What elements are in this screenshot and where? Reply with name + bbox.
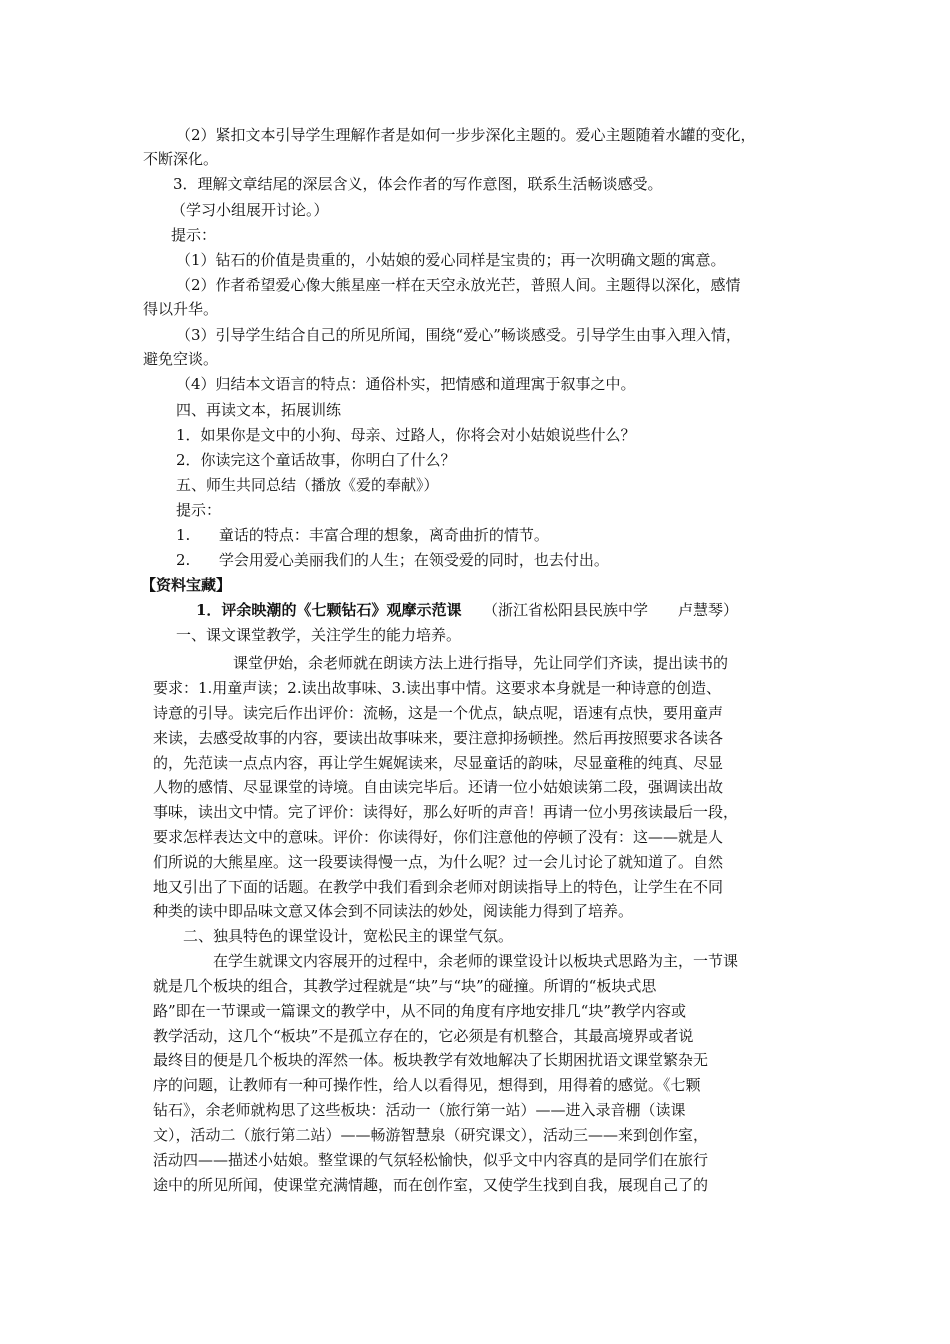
text-line: （1）钻石的价值是贵重的，小姑娘的爱心同样是宝贵的；再一次明确文题的寓意。 — [176, 251, 726, 269]
text-line: 1．如果你是文中的小狗、母亲、过路人，你将会对小姑娘说些什么？ — [176, 426, 636, 444]
text-line: 们所说的大熊星座。这一段要读得慢一点，为什么呢？过一会儿讨论了就知道了。自然 — [153, 853, 724, 871]
text-line: 教学活动，这几个“板块”不是孤立存在的，它必须是有机整合，其最高境界或者说 — [153, 1027, 694, 1045]
text-line: （2）紧扣文本引导学生理解作者是如何一步步深化主题的。爱心主题随着水罐的变化， — [176, 126, 756, 144]
text-line: 序的问题，让教师有一种可操作性，给人以看得见，想得到，用得着的感觉。《七颗 — [153, 1076, 701, 1094]
text-line: 事味，读出文中情。完了评价：读得好，那么好听的声音！再请一位小男孩读最后一段， — [153, 803, 739, 821]
resource-heading: 【资料宝藏】 — [141, 576, 232, 594]
text-line: （4）归结本文语言的特点：通俗朴实，把情感和道理寓于叙事之中。 — [176, 375, 636, 393]
section-heading: 四、再读文本，拓展训练 — [176, 401, 342, 419]
article-author: （浙江省松阳县民族中学 卢慧琴） — [483, 601, 739, 619]
text-line: 提示： — [176, 501, 222, 519]
list-item: 1. 童话的特点：丰富合理的想象，离奇曲折的情节。 — [176, 526, 549, 544]
text-line: 避免空谈。 — [143, 350, 219, 368]
text-line: 地又引出了下面的话题。在教学中我们看到余老师对朗读指导上的特色，让学生在不同 — [153, 878, 724, 896]
text-line: 来读，去感受故事的内容，要读出故事味来，要注意抑扬顿挫。然后再按照要求各读各 — [153, 729, 724, 747]
text-line: 途中的所见所闻，使课堂充满情趣，而在创作室，又使学生找到自我，展现自己了的 — [153, 1176, 709, 1194]
text-line: 路”即在一节课或一篇课文的教学中，从不同的角度有序地安排几“块”教学内容或 — [153, 1002, 687, 1020]
text-line: 活动四——描述小姑娘。整堂课的气氛轻松愉快，似乎文中内容真的是同学们在旅行 — [153, 1151, 709, 1169]
text-line: 课堂伊始，余老师就在朗读方法上进行指导，先让同学们齐读，提出读书的 — [233, 654, 729, 672]
section-heading: 五、师生共同总结（播放《爱的奉献》） — [176, 476, 439, 494]
list-item: 2. 学会用爱心美丽我们的人生；在领受爱的同时，也去付出。 — [176, 551, 609, 569]
text-line: 人物的感情、尽显课堂的诗境。自由读完毕后。还请一位小姑娘读第二段，强调读出故 — [153, 778, 724, 796]
text-line: 得以升华。 — [143, 300, 219, 318]
text-line: 不断深化。 — [143, 150, 219, 168]
article-title: 1．评余映潮的《七颗钻石》观摩示范课 — [196, 601, 462, 619]
text-line: 就是几个板块的组合，其教学过程就是“块”与“块”的碰撞。所谓的“板块式思 — [153, 977, 657, 995]
text-line: 3．理解文章结尾的深层含义，体会作者的写作意图，联系生活畅谈感受。 — [173, 175, 663, 193]
text-line: 种类的读中即品味文意又体会到不同读法的妙处，阅读能力得到了培养。 — [153, 902, 634, 920]
text-line: 诗意的引导。读完后作出评价：流畅，这是一个优点，缺点呢，语速有点快，要用童声 — [153, 704, 724, 722]
section-heading: 一、课文课堂教学，关注学生的能力培养。 — [176, 626, 462, 644]
text-line: （3）引导学生结合自己的所见所闻，围绕“爱心”畅谈感受。引导学生由事入理入情， — [176, 326, 741, 344]
text-line: （2）作者希望爱心像大熊星座一样在天空永放光芒，普照人间。主题得以深化，感情 — [176, 276, 741, 294]
text-line: 要求：1.用童声读；2.读出故事味、3.读出事中情。这要求本身就是一种诗意的创造、 — [153, 679, 721, 697]
text-line: 文），活动二（旅行第二站）——畅游智慧泉（研究课文），活动三——来到创作室， — [153, 1126, 709, 1144]
text-line: 2．你读完这个童话故事，你明白了什么？ — [176, 451, 456, 469]
text-line: 钻石》，余老师就构思了这些板块：活动一（旅行第一站）——进入录音棚（读课 — [153, 1101, 686, 1119]
text-line: （学习小组展开讨论。） — [171, 201, 329, 219]
section-heading: 二、独具特色的课堂设计，宽松民主的课堂气氛。 — [183, 927, 514, 945]
text-line: 最终目的便是几个板块的浑然一体。板块教学有效地解决了长期困扰语文课堂繁杂无 — [153, 1051, 709, 1069]
text-line: 提示： — [171, 226, 217, 244]
text-line: 要求怎样表达文中的意味。评价：你读得好，你们注意他的停顿了没有：这——就是人 — [153, 828, 724, 846]
text-line: 的，先范读一点点内容，再让学生娓娓读来，尽显童话的韵味，尽显童稚的纯真、尽显 — [153, 754, 724, 772]
text-line: 在学生就课文内容展开的过程中，余老师的课堂设计以板块式思路为主，一节课 — [213, 952, 739, 970]
